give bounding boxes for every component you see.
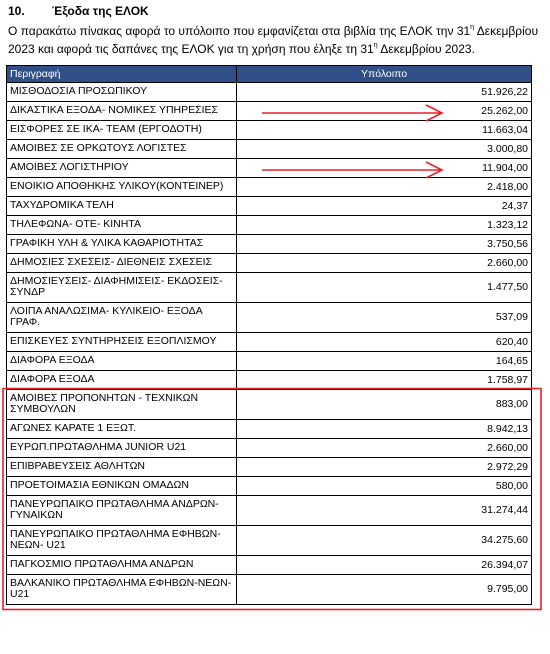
row-balance: 2.660,00 [237, 254, 532, 273]
row-description: ΠΡΟΕΤΟΙΜΑΣΙΑ ΕΘΝΙΚΩΝ ΟΜΑΔΩΝ [7, 477, 237, 496]
row-description: ΔΗΜΟΣΙΕΥΣΕΙΣ- ΔΙΑΦΗΜΙΣΕΙΣ- ΕΚΔΟΣΕΙΣ-ΣΥΝΔΡ [7, 273, 237, 303]
row-balance: 11.663,04 [237, 121, 532, 140]
row-description: ΑΜΟΙΒΕΣ ΣΕ ΟΡΚΩΤΟΥΣ ΛΟΓΙΣΤΕΣ [7, 140, 237, 159]
row-balance: 9.795,00 [237, 575, 532, 605]
intro-sup-1: η [470, 24, 475, 31]
table-row [7, 216, 532, 235]
row-description: ΠΑΝΕΥΡΩΠΑΙΚΟ ΠΡΩΤΑΘΛΗΜΑ ΑΝΔΡΩΝ-ΓΥΝΑΙΚΩΝ [7, 496, 237, 526]
section-title: Έξοδα της ΕΛΟΚ [52, 4, 149, 18]
table-row [7, 496, 532, 526]
table-header-row [7, 66, 532, 83]
row-balance: 34.275,60 [237, 526, 532, 556]
row-description: ΒΑΛΚΑΝΙΚΟ ΠΡΩΤΑΘΛΗΜΑ ΕΦΗΒΩΝ-ΝΕΩΝ- U21 [7, 575, 237, 605]
row-balance: 25.262,00 [237, 102, 532, 121]
row-description: ΛΟΙΠΑ ΑΝΑΛΩΣΙΜΑ- ΚΥΛΙΚΕΙΟ- ΕΞΟΔΑ ΓΡΑΦ. [7, 303, 237, 333]
row-balance: 883,00 [237, 390, 532, 420]
row-description: ΑΜΟΙΒΕΣ ΛΟΓΙΣΤΗΡΙΟΥ [7, 159, 237, 178]
table-row [7, 254, 532, 273]
row-description: ΕΥΡΩΠ.ΠΡΩΤΑΘΛΗΜΑ JUNIOR U21 [7, 439, 237, 458]
row-balance: 580,00 [237, 477, 532, 496]
row-balance: 620,40 [237, 333, 532, 352]
table-row [7, 273, 532, 303]
row-balance: 3.000,80 [237, 140, 532, 159]
table-row [7, 178, 532, 197]
row-description: ΤΑΧΥΔΡΟΜΙΚΑ ΤΕΛΗ [7, 197, 237, 216]
section-number: 10. [8, 4, 25, 18]
row-balance: 3.750,56 [237, 235, 532, 254]
table-row [7, 235, 532, 254]
table-row [7, 371, 532, 390]
row-description: ΓΡΑΦΙΚΗ ΥΛΗ & ΥΛΙΚΑ ΚΑΘΑΡΙΟΤΗΤΑΣ [7, 235, 237, 254]
table-row [7, 121, 532, 140]
row-balance: 24,37 [237, 197, 532, 216]
row-balance: 11.904,00 [237, 159, 532, 178]
row-balance: 51.926,22 [237, 83, 532, 102]
table-row [7, 526, 532, 556]
table-row [7, 159, 532, 178]
row-description: ΕΝΟΙΚΙΟ ΑΠΟΘΗΚΗΣ ΥΛΙΚΟΥ(ΚΟΝΤΕΙΝΕΡ) [7, 178, 237, 197]
row-description: ΠΑΝΕΥΡΩΠΑΙΚΟ ΠΡΩΤΑΘΛΗΜΑ ΕΦΗΒΩΝ-ΝΕΩΝ- U21 [7, 526, 237, 556]
row-description: ΔΗΜΟΣΙΕΣ ΣΧΕΣΕΙΣ- ΔΙΕΘΝΕΙΣ ΣΧΕΣΕΙΣ [7, 254, 237, 273]
header-description: Περιγραφή [7, 66, 237, 83]
table-row [7, 352, 532, 371]
table-row [7, 458, 532, 477]
intro-sup-2: η [373, 42, 378, 49]
table-row [7, 102, 532, 121]
row-balance: 164,65 [237, 352, 532, 371]
row-balance: 2.660,00 [237, 439, 532, 458]
table-row [7, 83, 532, 102]
row-balance: 31.274,44 [237, 496, 532, 526]
section-heading [8, 4, 149, 18]
row-description: ΕΠΙΒΡΑΒΕΥΣΕΙΣ ΑΘΛΗΤΩΝ [7, 458, 237, 477]
row-description: ΑΓΩΝΕΣ ΚΑΡΑΤΕ 1 ΕΞΩΤ. [7, 420, 237, 439]
row-balance: 1.477,50 [237, 273, 532, 303]
row-description: ΕΠΙΣΚΕΥΕΣ ΣΥΝΤΗΡΗΣΕΙΣ ΕΞΟΠΛΙΣΜΟΥ [7, 333, 237, 352]
table-row [7, 420, 532, 439]
table-row [7, 556, 532, 575]
table-row [7, 140, 532, 159]
row-description: ΜΙΣΘΟΔΟΣΙΑ ΠΡΟΣΩΠΙΚΟΥ [7, 83, 237, 102]
intro-text-2: Δεκεμβρίου 2023 και αφορά τις δαπάνες της ΕΛΟΚ για τη χρήση που έληξε τη 31 [8, 24, 539, 56]
row-balance: 8.942,13 [237, 420, 532, 439]
table-row [7, 439, 532, 458]
row-balance: 26.394,07 [237, 556, 532, 575]
expenses-table [6, 65, 532, 605]
row-description: ΑΜΟΙΒΕΣ ΠΡΟΠΟΝΗΤΩΝ - ΤΕΧΝΙΚΩΝ ΣΥΜΒΟΥΛΩΝ [7, 390, 237, 420]
row-balance: 2.418,00 [237, 178, 532, 197]
row-balance: 537,09 [237, 303, 532, 333]
table-row [7, 575, 532, 605]
row-description: ΔΙΑΦΟΡΑ ΕΞΟΔΑ [7, 371, 237, 390]
table-row [7, 333, 532, 352]
row-description: ΠΑΓΚΟΣΜΙΟ ΠΡΩΤΑΘΛΗΜΑ ΑΝΔΡΩΝ [7, 556, 237, 575]
row-balance: 1.323,12 [237, 216, 532, 235]
row-balance: 2.972,29 [237, 458, 532, 477]
row-balance: 1.758,97 [237, 371, 532, 390]
row-description: ΕΙΣΦΟΡΕΣ ΣΕ ΙΚΑ- TEAM (ΕΡΓΟΔΟΤΗ) [7, 121, 237, 140]
row-description: ΔΙΚΑΣΤΙΚΑ ΕΞΟΔΑ- ΝΟΜΙΚΕΣ ΥΠΗΡΕΣΙΕΣ [7, 102, 237, 121]
header-balance: Υπόλοιπο [237, 66, 532, 83]
row-description: ΔΙΑΦΟΡΑ ΕΞΟΔΑ [7, 352, 237, 371]
table-row [7, 477, 532, 496]
intro-text-3: Δεκεμβρίου 2023. [377, 42, 475, 56]
intro-paragraph [8, 22, 542, 58]
table-row [7, 303, 532, 333]
table-row [7, 390, 532, 420]
table-body [7, 83, 532, 605]
table-row [7, 197, 532, 216]
intro-text-1: Ο παρακάτω πίνακας αφορά το υπόλοιπο που εμφανίζεται στα βιβλία της ΕΛΟΚ την 31 [8, 24, 471, 38]
row-description: ΤΗΛΕΦΩΝΑ- ΟΤΕ- ΚΙΝΗΤΑ [7, 216, 237, 235]
